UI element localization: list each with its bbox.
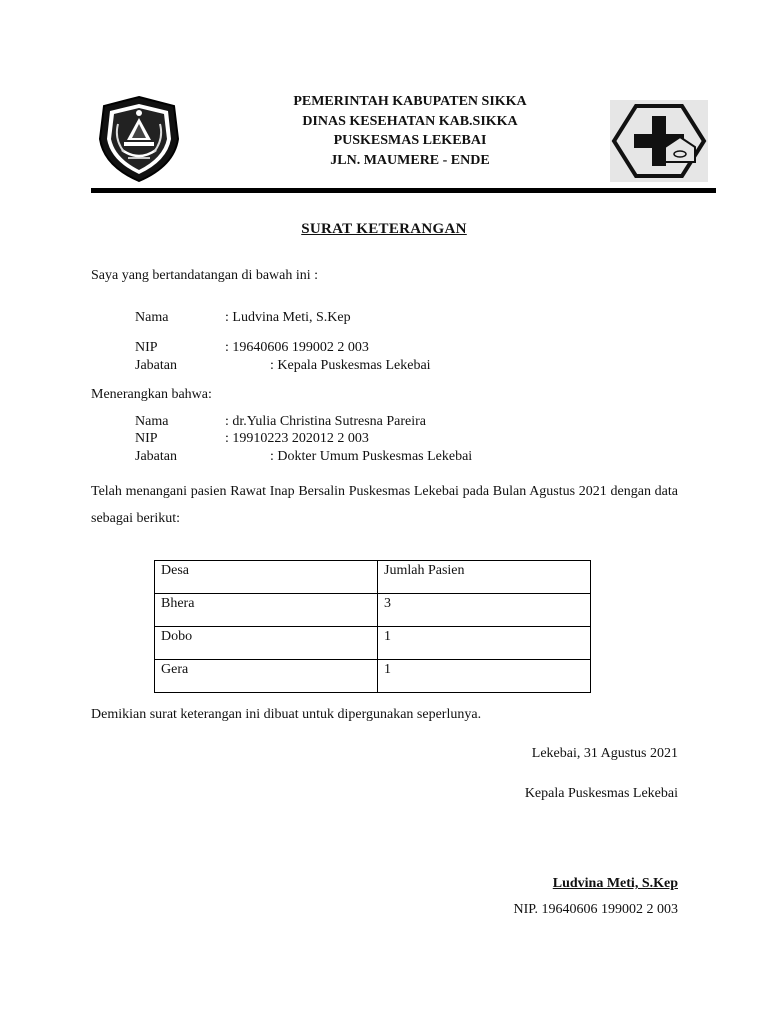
table-row — [155, 660, 591, 693]
subject-nip-label: NIP — [135, 431, 158, 446]
signatory-nama-label: Nama — [135, 310, 169, 325]
puskesmas-logo — [610, 100, 708, 182]
table-cell-desa: Dobo — [155, 627, 378, 660]
table-header-jumlah: Jumlah Pasien — [378, 561, 591, 594]
signer-name: Ludvina Meti, S.Kep — [552, 876, 678, 891]
signer-position: Kepala Puskesmas Lekebai — [524, 786, 678, 801]
signatory-nama-value: : Ludvina Meti, S.Kep — [225, 310, 351, 325]
letterhead — [230, 92, 590, 170]
signer-nip: NIP. 19640606 199002 2 003 — [513, 902, 678, 917]
table-header-row — [155, 561, 591, 594]
patient-table — [154, 560, 591, 693]
table-row — [155, 627, 591, 660]
subject-nama-value: : dr.Yulia Christina Sutresna Pareira — [225, 414, 427, 429]
menerangkan-text: Menerangkan bahwa: — [91, 387, 212, 402]
place-date: Lekebai, 31 Agustus 2021 — [531, 746, 678, 761]
table-row — [155, 594, 591, 627]
subject-jabatan-value: : Dokter Umum Puskesmas Lekebai — [270, 449, 473, 464]
subject-jabatan-label: Jabatan — [135, 449, 177, 464]
header-rule — [91, 188, 716, 193]
signatory-jabatan-value: : Kepala Puskesmas Lekebai — [270, 358, 431, 373]
document-title: SURAT KETERANGAN — [301, 221, 467, 237]
signatory-nip-label: NIP — [135, 340, 158, 355]
subject-nip-value: : 19910223 202012 2 003 — [225, 431, 369, 446]
table-cell-jumlah: 1 — [378, 660, 591, 693]
signatory-jabatan-label: Jabatan — [135, 358, 177, 373]
closing-text: Demikian surat keterangan ini dibuat untuk dipergunakan seperlunya. — [91, 707, 482, 722]
letterhead-line-3: PUSKESMAS LEKEBAI — [333, 133, 487, 148]
sikka-regency-emblem — [94, 94, 184, 184]
letterhead-line-2: DINAS KESEHATAN KAB.SIKKA — [302, 113, 518, 129]
table-header-desa: Desa — [155, 561, 378, 594]
table-cell-desa: Gera — [155, 660, 378, 693]
table-cell-jumlah: 3 — [378, 594, 591, 627]
subject-nama-label: Nama — [135, 414, 169, 429]
letterhead-line-4: JLN. MAUMERE - ENDE — [330, 152, 490, 168]
table-cell-desa: Bhera — [155, 594, 378, 627]
body-paragraph: Telah menangani pasien Rawat Inap Bersalin Puskesmas Lekebai pada Bulan Agustus 2021 dengan data sebagai berikut: — [91, 484, 678, 526]
signatory-nip-value: : 19640606 199002 2 003 — [225, 340, 369, 355]
intro-text: Saya yang bertandatangan di bawah ini : — [91, 268, 319, 283]
letterhead-line-1: PEMERINTAH KABUPATEN SIKKA — [293, 94, 527, 109]
table-cell-jumlah: 1 — [378, 627, 591, 660]
